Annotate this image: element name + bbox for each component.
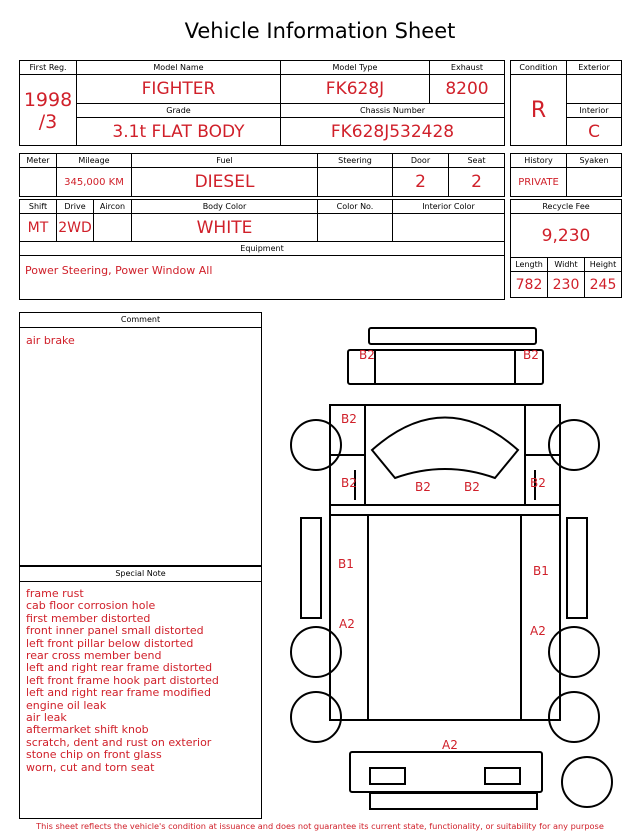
special-note-item: aftermarket shift knob <box>26 723 149 737</box>
equipment-cell <box>20 256 505 300</box>
exterior-label: Exterior <box>567 61 622 75</box>
shift-value: MT <box>20 214 57 242</box>
comment-box <box>19 312 262 566</box>
recycle-fee-label: Recycle Fee <box>511 200 622 214</box>
damage-mark: B1 <box>533 564 549 578</box>
grade-value: 3.1t FLAT BODY <box>77 118 281 146</box>
meter-label: Meter <box>20 154 57 168</box>
model-name-label: Model Name <box>77 61 281 75</box>
syaken-label: Syaken <box>567 154 622 168</box>
damage-mark: A2 <box>442 738 458 752</box>
exterior-value <box>567 75 622 104</box>
length-value: 782 <box>511 272 548 298</box>
grade-label: Grade <box>77 104 281 118</box>
model-table <box>19 60 505 146</box>
special-note-list <box>20 582 261 780</box>
history-table <box>510 153 622 197</box>
width-value: 230 <box>548 272 585 298</box>
mileage-value: 345,000 KM <box>57 168 132 197</box>
special-note-item: front inner panel small distorted <box>26 624 204 638</box>
special-note-item: worn, cut and torn seat <box>26 760 155 774</box>
mileage-label: Mileage <box>57 154 132 168</box>
shift-label: Shift <box>20 200 57 214</box>
recycle-fee-value: 9,230 <box>511 214 622 258</box>
special-note-item: scratch, dent and rust on exterior <box>26 735 212 749</box>
first-reg-value <box>20 75 77 146</box>
height-value: 245 <box>585 272 622 298</box>
special-note-box <box>19 566 262 819</box>
condition-value: R <box>511 75 567 146</box>
fuel-label: Fuel <box>132 154 318 168</box>
seat-value: 2 <box>449 168 505 197</box>
seat-label: Seat <box>449 154 505 168</box>
fuel-value: DIESEL <box>132 168 318 197</box>
exhaust-label: Exhaust <box>430 61 505 75</box>
chassis-label: Chassis Number <box>281 104 505 118</box>
damage-mark: B2 <box>523 348 539 362</box>
special-note-item: frame rust <box>26 587 84 600</box>
aircon-label: Aircon <box>94 200 132 214</box>
page-title: Vehicle Information Sheet <box>184 19 456 43</box>
special-note-item: rear cross member bend <box>26 649 162 663</box>
recycle-table <box>510 199 622 298</box>
damage-mark: B2 <box>415 480 431 494</box>
condition-label: Condition <box>511 61 567 75</box>
special-note-item: first member distorted <box>26 611 151 625</box>
body-color-value: WHITE <box>132 214 318 242</box>
exhaust-value: 8200 <box>430 75 505 104</box>
condition-table <box>510 60 622 146</box>
drive-label: Drive <box>57 200 94 214</box>
color-no-label: Color No. <box>318 200 393 214</box>
interior-color-label: Interior Color <box>393 200 505 214</box>
body-color-label: Body Color <box>132 200 318 214</box>
special-note-item: engine oil leak <box>26 698 107 712</box>
special-note-item: cab floor corrosion hole <box>26 599 156 613</box>
shift-table <box>19 199 505 300</box>
interior-color-value <box>393 214 505 242</box>
drive-value: 2WD <box>57 214 94 242</box>
equipment-label: Equipment <box>20 242 505 256</box>
model-name-value: FIGHTER <box>77 75 281 104</box>
steering-value <box>318 168 393 197</box>
special-note-item: air leak <box>26 711 67 725</box>
equipment-value: Power Steering, Power Window All <box>25 264 213 277</box>
first-reg-month: /3 <box>38 111 58 133</box>
meter-value <box>20 168 57 197</box>
height-label: Height <box>585 258 622 272</box>
damage-mark: A2 <box>530 624 546 638</box>
damage-mark: B1 <box>338 557 354 571</box>
first-reg-year: 1998 <box>23 89 73 111</box>
chassis-value: FK628J532428 <box>281 118 505 146</box>
special-note-item: left and right rear frame distorted <box>26 661 213 675</box>
damage-mark: B2 <box>341 412 357 426</box>
special-note-item: left front pillar below distorted <box>26 636 194 650</box>
interior-label: Interior <box>567 104 622 118</box>
history-label: History <box>511 154 567 168</box>
special-note-item: left and right rear frame modified <box>26 686 211 700</box>
width-label: Widht <box>548 258 585 272</box>
model-type-label: Model Type <box>281 61 430 75</box>
damage-marks <box>338 348 549 752</box>
length-label: Length <box>511 258 548 272</box>
disclaimer: This sheet reflects the vehicle's condition at issuance and does not guarantee its current state, functionality, or suitability for any purpose <box>36 821 604 831</box>
vehicle-diagram <box>270 315 640 820</box>
damage-mark: B2 <box>530 476 546 490</box>
steering-label: Steering <box>318 154 393 168</box>
interior-value: C <box>567 118 622 146</box>
first-reg-label: First Reg. <box>20 61 77 75</box>
model-type-value: FK628J <box>281 75 430 104</box>
damage-mark: B2 <box>464 480 480 494</box>
special-note-item: stone chip on front glass <box>26 748 162 762</box>
comment-label: Comment <box>20 313 261 328</box>
special-note-item: left front frame hook part distorted <box>26 673 219 687</box>
damage-mark: B2 <box>359 348 375 362</box>
comment-value: air brake <box>26 334 75 347</box>
door-value: 2 <box>393 168 449 197</box>
damage-mark: A2 <box>339 617 355 631</box>
meter-table <box>19 153 505 197</box>
color-no-value <box>318 214 393 242</box>
special-note-label: Special Note <box>20 567 261 582</box>
aircon-value <box>94 214 132 242</box>
door-label: Door <box>393 154 449 168</box>
damage-mark: B2 <box>341 476 357 490</box>
history-value: PRIVATE <box>511 168 567 197</box>
syaken-value <box>567 168 622 197</box>
